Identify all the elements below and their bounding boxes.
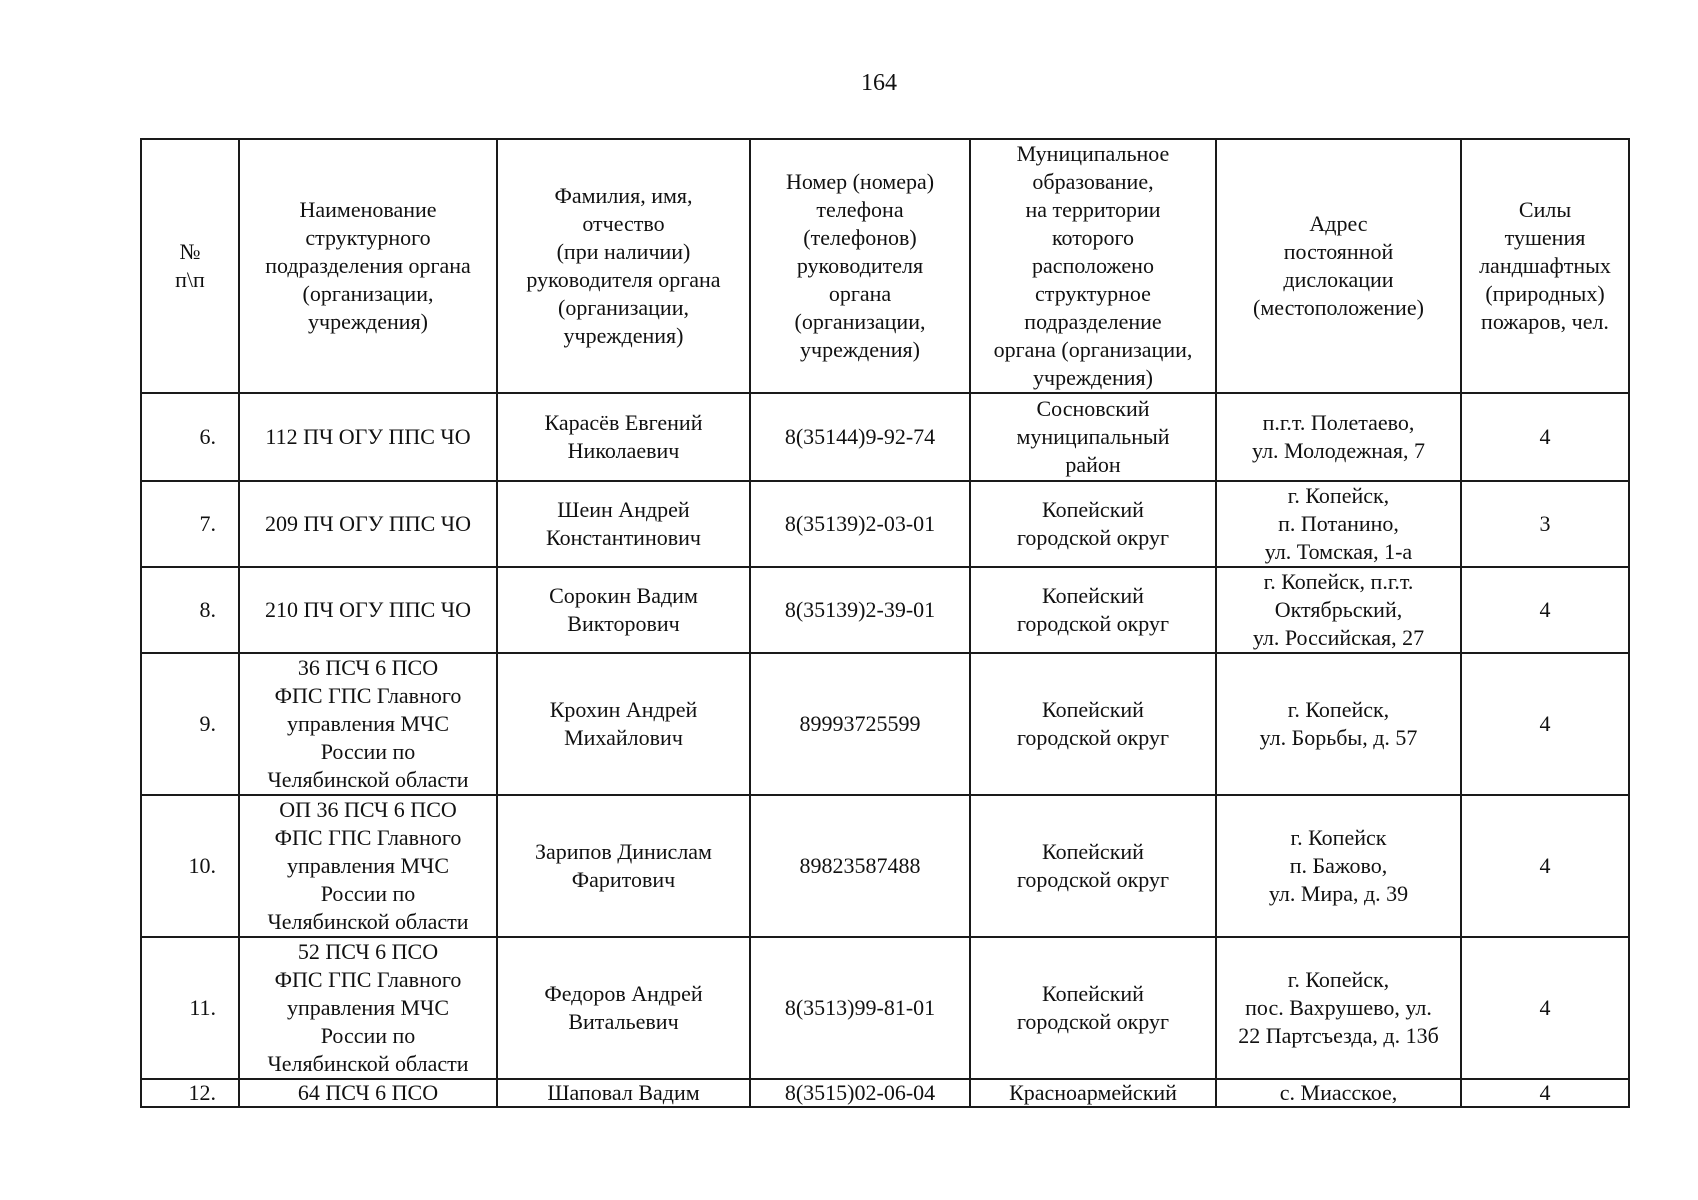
cell-text-line: ФПС ГПС Главного <box>274 825 462 850</box>
cell-text-line: Наименование <box>299 197 437 222</box>
cell-text-line: 112 ПЧ ОГУ ППС ЧО <box>265 424 471 449</box>
cell-text-line: ул. Молодежная, 7 <box>1252 438 1425 463</box>
cell-text-line: Красноармейский <box>1009 1080 1177 1105</box>
cell-text-line: № <box>179 239 201 264</box>
cell-text-line: управления МЧС <box>286 995 450 1020</box>
cell-text-line: 209 ПЧ ОГУ ППС ЧО <box>264 511 471 536</box>
table-row <box>141 937 1629 1079</box>
table-row <box>141 653 1629 795</box>
phone-cell: 8(35139)2-39-01 <box>750 567 970 653</box>
cell-text-line: городской округ <box>1016 1009 1170 1034</box>
cell-text-line: постоянной <box>1283 239 1394 264</box>
cell-text-line: тушения <box>1504 225 1586 250</box>
cell-text-line: муниципальный <box>1016 424 1170 449</box>
cell-text-line: руководителя органа <box>526 267 721 292</box>
fire-units-table <box>140 138 1630 1108</box>
cell-text-line: городской округ <box>1016 525 1170 550</box>
phone-cell: 8(35139)2-03-01 <box>750 481 970 567</box>
cell-text-line: г. Копейск, <box>1287 483 1390 508</box>
cell-text-line: пос. Вахрушево, ул. <box>1245 995 1432 1020</box>
header-unit-name <box>239 139 497 393</box>
cell-text-line: Копейский <box>1042 583 1144 608</box>
cell-text-line: России по <box>320 881 416 906</box>
cell-text-line: ул. Мира, д. 39 <box>1268 881 1409 906</box>
unit-name-cell <box>239 795 497 937</box>
header-forces <box>1461 139 1629 393</box>
forces-cell: 4 <box>1461 653 1629 795</box>
municipality-cell <box>970 795 1216 937</box>
cell-text-line: Сорокин Вадим <box>549 583 698 608</box>
cell-text-line: учреждения) <box>800 337 920 362</box>
cell-text-line: которого <box>1051 225 1135 250</box>
cell-text-line: Октябрьский, <box>1274 597 1403 622</box>
header-municipality <box>970 139 1216 393</box>
cell-text-line: ФПС ГПС Главного <box>274 683 462 708</box>
forces-cell: 4 <box>1461 937 1629 1079</box>
cell-text-line: район <box>1065 452 1121 477</box>
cell-text-line: ул. Российская, 27 <box>1252 625 1425 650</box>
cell-text-line: управления МЧС <box>286 853 450 878</box>
cell-text-line: ФПС ГПС Главного <box>274 967 462 992</box>
municipality-cell <box>970 653 1216 795</box>
cell-text-line: г. Копейск, <box>1287 697 1390 722</box>
cell-text-line: городской округ <box>1016 867 1170 892</box>
cell-text-line: ОП 36 ПСЧ 6 ПСО <box>279 797 457 822</box>
cell-text-line: учреждения) <box>1033 365 1153 390</box>
phone-cell: 89823587488 <box>750 795 970 937</box>
phone-cell: 8(35144)9-92-74 <box>750 393 970 481</box>
cell-text-line: п. Потанино, <box>1278 511 1399 536</box>
unit-name-cell <box>239 1079 497 1107</box>
cell-text-line: (при наличии) <box>556 239 691 264</box>
row-number: 8. <box>141 567 239 653</box>
cell-text-line: г. Копейск, п.г.т. <box>1263 569 1414 594</box>
cell-text-line: России по <box>320 739 416 764</box>
cell-text-line: дислокации <box>1283 267 1394 292</box>
phone-cell: 8(3515)02-06-04 <box>750 1079 970 1107</box>
municipality-cell <box>970 937 1216 1079</box>
table-row <box>141 795 1629 937</box>
cell-text-line: Фамилия, имя, <box>554 183 693 208</box>
cell-text-line: подразделение <box>1024 309 1162 334</box>
cell-text-line: (телефонов) <box>803 225 917 250</box>
cell-text-line: ул. Томская, 1-а <box>1264 539 1413 564</box>
address-cell <box>1216 393 1461 481</box>
cell-text-line: ландшафтных <box>1479 253 1611 278</box>
head-name-cell <box>497 481 750 567</box>
header-head-name <box>497 139 750 393</box>
cell-text-line: Викторович <box>567 611 680 636</box>
address-cell <box>1216 1079 1461 1107</box>
forces-cell: 4 <box>1461 567 1629 653</box>
cell-text-line: Челябинской области <box>267 909 469 934</box>
table-row <box>141 1079 1629 1107</box>
address-cell <box>1216 481 1461 567</box>
row-number: 12. <box>141 1079 239 1107</box>
cell-text-line: учреждения) <box>308 309 428 334</box>
phone-cell: 89993725599 <box>750 653 970 795</box>
cell-text-line: 36 ПСЧ 6 ПСО <box>297 655 439 680</box>
head-name-cell <box>497 1079 750 1107</box>
municipality-cell <box>970 481 1216 567</box>
cell-text-line: ул. Борьбы, д. 57 <box>1259 725 1418 750</box>
cell-text-line: с. Миасское, <box>1279 1080 1398 1105</box>
cell-text-line: Челябинской области <box>267 767 469 792</box>
cell-text-line: п.г.т. Полетаево, <box>1262 410 1415 435</box>
table-header-row <box>141 139 1629 393</box>
phone-cell: 8(3513)99-81-01 <box>750 937 970 1079</box>
head-name-cell <box>497 795 750 937</box>
cell-text-line: образование, <box>1032 169 1154 194</box>
cell-text-line: Шеин Андрей <box>557 497 690 522</box>
unit-name-cell <box>239 567 497 653</box>
cell-text-line: городской округ <box>1016 725 1170 750</box>
cell-text-line: Фаритович <box>571 867 676 892</box>
cell-text-line: Номер (номера) <box>785 169 935 194</box>
forces-cell: 4 <box>1461 393 1629 481</box>
municipality-cell <box>970 1079 1216 1107</box>
cell-text-line: Константинович <box>546 525 701 550</box>
head-name-cell <box>497 653 750 795</box>
cell-text-line: России по <box>320 1023 416 1048</box>
cell-text-line: Муниципальное <box>1016 141 1170 166</box>
head-name-cell <box>497 567 750 653</box>
unit-name-cell <box>239 393 497 481</box>
cell-text-line: Копейский <box>1042 697 1144 722</box>
cell-text-line: (организации, <box>794 309 926 334</box>
cell-text-line: Витальевич <box>568 1009 679 1034</box>
municipality-cell <box>970 393 1216 481</box>
cell-text-line: Федоров Андрей <box>544 981 703 1006</box>
unit-name-cell <box>239 653 497 795</box>
address-cell <box>1216 937 1461 1079</box>
cell-text-line: Карасёв Евгений <box>544 410 703 435</box>
cell-text-line: органа <box>828 281 892 306</box>
municipality-cell <box>970 567 1216 653</box>
cell-text-line: Адрес <box>1309 211 1368 236</box>
forces-cell: 3 <box>1461 481 1629 567</box>
cell-text-line: структурного <box>305 225 431 250</box>
row-number: 10. <box>141 795 239 937</box>
cell-text-line: 210 ПЧ ОГУ ППС ЧО <box>264 597 471 622</box>
cell-text-line: учреждения) <box>563 323 684 348</box>
row-number: 9. <box>141 653 239 795</box>
cell-text-line: Михайлович <box>564 725 683 750</box>
head-name-cell <box>497 393 750 481</box>
cell-text-line: Крохин Андрей <box>549 697 698 722</box>
row-number: 6. <box>141 393 239 481</box>
cell-text-line: (местоположение) <box>1253 295 1424 320</box>
cell-text-line: отчество <box>582 211 665 236</box>
cell-text-line: Шаповал Вадим <box>547 1080 700 1105</box>
cell-text-line: структурное <box>1035 281 1151 306</box>
cell-text-line: на территории <box>1025 197 1161 222</box>
cell-text-line: п. Бажово, <box>1289 853 1388 878</box>
table-row <box>141 481 1629 567</box>
cell-text-line: Копейский <box>1042 839 1144 864</box>
row-number: 11. <box>141 937 239 1079</box>
forces-cell: 4 <box>1461 1079 1629 1107</box>
address-cell <box>1216 653 1461 795</box>
cell-text-line: 52 ПСЧ 6 ПСО <box>297 939 439 964</box>
cell-text-line: г. Копейск, <box>1287 967 1390 992</box>
cell-text-line: городской округ <box>1016 611 1170 636</box>
forces-cell: 4 <box>1461 795 1629 937</box>
cell-text-line: 64 ПСЧ 6 ПСО <box>297 1080 439 1105</box>
cell-text-line: Копейский <box>1042 981 1144 1006</box>
header-address <box>1216 139 1461 393</box>
cell-text-line: (природных) <box>1485 281 1605 306</box>
page-number: 164 <box>861 70 897 96</box>
address-cell <box>1216 795 1461 937</box>
cell-text-line: подразделения органа <box>265 253 471 278</box>
table-row <box>141 393 1629 481</box>
cell-text-line: управления МЧС <box>286 711 450 736</box>
cell-text-line: руководителя <box>796 253 924 278</box>
unit-name-cell <box>239 481 497 567</box>
unit-name-cell <box>239 937 497 1079</box>
cell-text-line: телефона <box>816 197 904 222</box>
cell-text-line: органа (организации, <box>993 337 1193 362</box>
cell-text-line: (организации, <box>302 281 434 306</box>
table-row <box>141 567 1629 653</box>
cell-text-line: Силы <box>1518 197 1572 222</box>
cell-text-line: г. Копейск <box>1290 825 1387 850</box>
cell-text-line: Челябинской области <box>267 1051 469 1076</box>
cell-text-line: расположено <box>1032 253 1154 278</box>
cell-text-line: Сосновский <box>1036 396 1150 421</box>
cell-text-line: (организации, <box>558 295 689 320</box>
row-number: 7. <box>141 481 239 567</box>
cell-text-line: пожаров, чел. <box>1481 309 1609 334</box>
cell-text-line: Копейский <box>1042 497 1144 522</box>
cell-text-line: Николаевич <box>567 438 680 463</box>
address-cell <box>1216 567 1461 653</box>
cell-text-line: Зарипов Динислам <box>535 839 712 864</box>
cell-text-line: п\п <box>175 267 205 292</box>
header-number <box>141 139 239 393</box>
header-phone <box>750 139 970 393</box>
cell-text-line: 22 Партсъезда, д. 13б <box>1238 1023 1439 1048</box>
head-name-cell <box>497 937 750 1079</box>
